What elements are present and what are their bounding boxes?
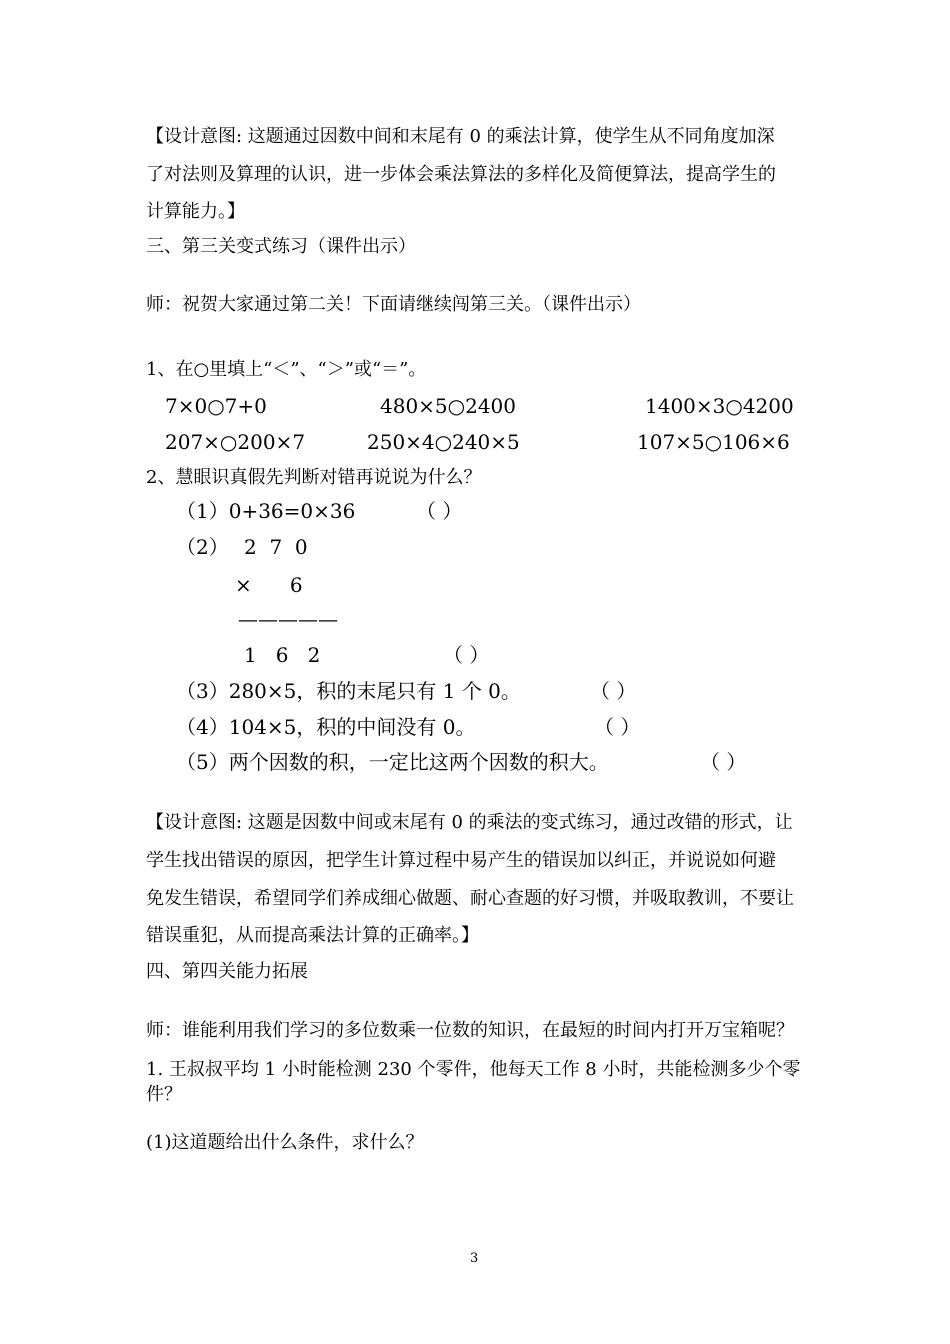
section-4-heading: 四、第四关能力拓展 [146, 961, 308, 982]
vertical-calc-result: 1 6 2 [244, 643, 321, 667]
q1-row1-col2: 480×5○2400 [380, 394, 517, 418]
section-3-heading: 三、第三关变式练习（课件出示） [146, 236, 416, 257]
design-intent-2-line-1: 【设计意图: 这题是因数中间或末尾有 0 的乘法的变式练习，通过改错的形式，让 [146, 812, 793, 833]
vertical-calc-multiplier: × 6 [235, 573, 303, 597]
q2-item-5: （5）两个因数的积，一定比这两个因数的积大。 [176, 750, 609, 774]
q1-row2-col1: 207×○200×7 [165, 430, 306, 454]
q2-item-5-answer: （ ） [700, 750, 747, 774]
q2-item-1: （1）0+36=0×36 [176, 499, 356, 523]
problem-1-sub-1: (1)这道题给出什么条件，求什么？ [146, 1132, 424, 1153]
q1-row1-col1: 7×0○7+0 [165, 394, 267, 418]
vertical-calc-rule: ————— [238, 607, 338, 631]
teacher-line-section-4: 师：谁能利用我们学习的多位数乘一位数的知识，在最短的时间内打开万宝箱呢？ [146, 1020, 794, 1041]
q2-item-1-answer: （ ） [416, 499, 463, 523]
design-intent-2-line-4: 错误重犯，从而提高乘法计算的正确率。】 [146, 925, 479, 946]
page-number: 3 [470, 1251, 479, 1266]
q2-item-2-answer: （ ） [443, 643, 490, 667]
vertical-calc-top: 2 7 0 [244, 535, 308, 559]
q2-prompt: 2、慧眼识真假先判断对错再说说为什么？ [146, 467, 482, 488]
design-intent-1-line-2: 了对法则及算理的认识，进一步体会乘法算法的多样化及简便算法，提高学生的 [146, 164, 776, 185]
design-intent-2-line-3: 免发生错误，希望同学们养成细心做题、耐心查题的好习惯，并吸取教训，不要让 [146, 888, 794, 909]
q2-item-3: （3）280×5，积的末尾只有 1 个 0。 [176, 679, 521, 703]
teacher-line-section-3: 师：祝贺大家通过第二关！下面请继续闯第三关。（课件出示） [146, 294, 641, 315]
design-intent-2-line-2: 学生找出错误的原因，把学生计算过程中易产生的错误加以纠正，并说说如何避 [146, 850, 776, 871]
q1-row2-col3: 107×5○106×6 [637, 430, 790, 454]
design-intent-1-line-1: 【设计意图: 这题通过因数中间和末尾有 0 的乘法计算，使学生从不同角度加深 [146, 126, 775, 147]
q1-row2-col2: 250×4○240×5 [367, 430, 520, 454]
q2-item-2-label: （2） [176, 535, 229, 559]
q1-prompt: 1、在○里填上“＜”、“＞”或“＝”。 [146, 359, 427, 380]
q2-item-4: （4）104×5，积的中间没有 0。 [176, 715, 476, 739]
q2-item-4-answer: （ ） [594, 715, 641, 739]
q1-row1-col3: 1400×3○4200 [645, 394, 794, 418]
q2-item-3-answer: （ ） [590, 679, 637, 703]
problem-1-line-1: 1. 王叔叔平均 1 小时能检测 230 个零件，他每天工作 8 小时，共能检测多少个零 [146, 1059, 801, 1080]
problem-1-line-2: 件？ [146, 1084, 182, 1105]
design-intent-1-line-3: 计算能力。】 [146, 201, 245, 222]
